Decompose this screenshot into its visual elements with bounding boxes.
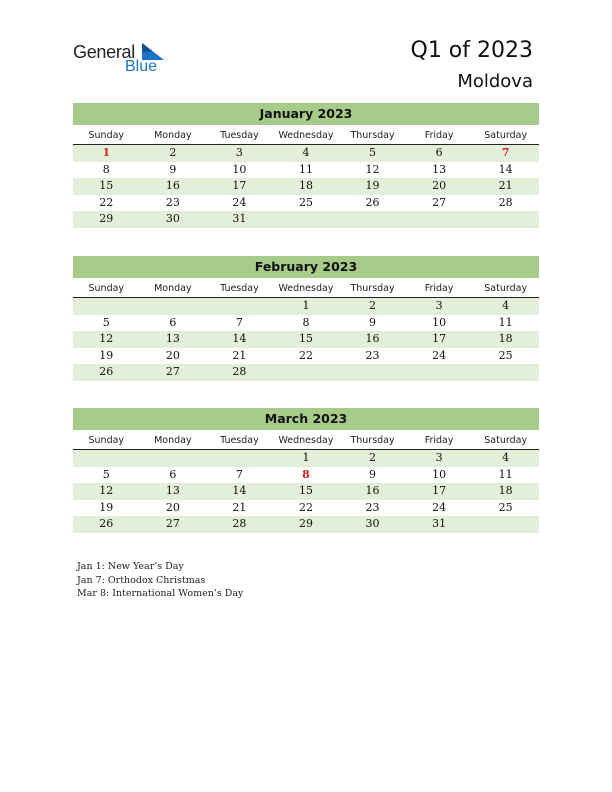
week-row (73, 331, 539, 348)
day-cell: 4 (502, 451, 510, 464)
day-cell: 19 (99, 500, 114, 514)
month-january (73, 103, 539, 228)
day-cell: 11 (298, 162, 313, 176)
week-row (73, 483, 539, 500)
weekday-label: Friday (424, 283, 454, 294)
day-cell: 5 (102, 315, 110, 329)
day-cell: 27 (432, 195, 447, 209)
week-row (73, 348, 539, 365)
day-cell (472, 516, 539, 533)
week-row (73, 195, 539, 212)
week-row (73, 145, 539, 162)
day-cell: 12 (365, 162, 380, 176)
day-cell: 6 (169, 315, 177, 329)
day-cell: 17 (432, 332, 447, 345)
week-row (73, 178, 539, 195)
weekday-header-row (73, 432, 539, 450)
day-cell: 6 (435, 146, 443, 159)
day-cell: 16 (365, 332, 380, 345)
day-cell: 27 (165, 365, 180, 378)
weekday-label: Tuesday (220, 130, 259, 141)
holiday-note: Jan 1: New Year’s Day (77, 561, 184, 572)
weekday-label: Tuesday (220, 283, 259, 294)
weekday-label: Friday (424, 130, 454, 141)
day-cell: 28 (498, 195, 513, 209)
day-cell: 18 (498, 332, 513, 345)
day-cell (140, 298, 207, 315)
weekday-label: Sunday (88, 283, 125, 294)
logo-general-text: General (73, 42, 135, 62)
day-cell: 26 (99, 365, 114, 378)
day-cell (406, 211, 473, 228)
day-cell: 20 (165, 500, 180, 514)
day-cell: 25 (498, 348, 513, 362)
week-row (73, 298, 539, 315)
day-cell: 12 (99, 332, 114, 345)
day-cell: 30 (165, 212, 180, 225)
logo-blue-text: Blue (125, 58, 158, 75)
weekday-label: Sunday (88, 130, 125, 141)
day-cell: 23 (165, 195, 180, 209)
day-cell: 20 (165, 348, 180, 362)
day-cell: 22 (298, 348, 313, 362)
month-february (73, 256, 539, 381)
day-cell: 18 (298, 179, 313, 192)
day-cell: 1 (302, 299, 310, 312)
day-cell: 8 (102, 162, 110, 176)
month-weeks (73, 298, 539, 381)
weekday-label: Sunday (88, 435, 125, 446)
day-cell: 23 (365, 348, 380, 362)
day-cell: 5 (102, 467, 110, 481)
week-row (73, 364, 539, 381)
day-cell: 2 (369, 451, 377, 464)
day-cell: 27 (165, 517, 180, 530)
day-cell: 26 (365, 195, 380, 209)
day-cell: 22 (298, 500, 313, 514)
day-cell: 7 (235, 467, 243, 481)
day-cell: 26 (99, 517, 114, 530)
week-row (73, 162, 539, 179)
day-cell: 13 (432, 162, 447, 176)
month-march (73, 408, 539, 533)
weekday-label: Wednesday (278, 130, 334, 141)
month-title: January 2023 (73, 103, 539, 125)
day-cell: 16 (365, 484, 380, 497)
day-cell: 5 (369, 146, 377, 159)
weekday-label: Saturday (484, 283, 528, 294)
day-cell: 24 (432, 500, 447, 514)
day-cell: 22 (99, 195, 114, 209)
country-name: Moldova (457, 71, 533, 92)
day-cell: 31 (232, 212, 247, 225)
day-cell: 15 (298, 484, 313, 497)
day-cell: 7 (235, 315, 243, 329)
week-row (73, 315, 539, 332)
day-cell: 14 (498, 162, 513, 176)
day-cell: 25 (298, 195, 313, 209)
holiday-day-cell: 7 (501, 146, 510, 159)
month-title: February 2023 (73, 256, 539, 278)
day-cell (73, 298, 140, 315)
weekday-label: Monday (154, 130, 192, 141)
weekday-label: Friday (424, 435, 454, 446)
day-cell: 2 (169, 146, 177, 159)
day-cell: 29 (99, 212, 114, 225)
day-cell: 29 (298, 517, 313, 530)
day-cell: 6 (169, 467, 177, 481)
holiday-notes (77, 560, 243, 601)
weekday-label: Wednesday (278, 283, 334, 294)
day-cell: 2 (369, 299, 377, 312)
day-cell: 18 (498, 484, 513, 497)
weekday-label: Monday (154, 435, 192, 446)
week-row (73, 500, 539, 517)
week-row (73, 516, 539, 533)
day-cell: 11 (498, 315, 513, 329)
holiday-day-cell: 8 (302, 467, 310, 481)
day-cell: 13 (165, 332, 180, 345)
month-title: March 2023 (73, 408, 539, 430)
weekday-label: Wednesday (278, 435, 334, 446)
day-cell: 21 (498, 179, 513, 192)
day-cell: 10 (432, 467, 447, 481)
day-cell (73, 450, 140, 467)
day-cell (472, 211, 539, 228)
day-cell: 30 (365, 517, 380, 530)
month-weeks (73, 145, 539, 228)
day-cell: 28 (232, 365, 247, 378)
day-cell: 10 (232, 162, 247, 176)
day-cell: 9 (169, 162, 177, 176)
weekday-label: Saturday (484, 130, 528, 141)
week-row (73, 450, 539, 467)
day-cell: 15 (298, 332, 313, 345)
day-cell: 23 (365, 500, 380, 514)
day-cell: 19 (99, 348, 114, 362)
day-cell: 3 (235, 146, 243, 159)
day-cell: 19 (365, 179, 380, 192)
holiday-day-cell: 1 (102, 146, 111, 159)
day-cell: 21 (232, 500, 247, 514)
weekday-label: Thursday (350, 283, 395, 294)
day-cell: 4 (502, 299, 510, 312)
day-cell: 3 (435, 299, 443, 312)
brand-logo (73, 40, 173, 80)
day-cell (406, 364, 473, 381)
week-row (73, 467, 539, 484)
day-cell: 24 (232, 195, 247, 209)
weekday-label: Thursday (350, 130, 395, 141)
day-cell: 20 (432, 179, 447, 192)
day-cell: 15 (99, 179, 114, 192)
day-cell (206, 450, 273, 467)
day-cell (339, 211, 406, 228)
weekday-label: Thursday (350, 435, 395, 446)
weekday-label: Saturday (484, 435, 528, 446)
day-cell (273, 211, 340, 228)
day-cell: 9 (369, 467, 377, 481)
weekday-header-row (73, 127, 539, 145)
page-title: Q1 of 2023 (410, 38, 533, 63)
day-cell (206, 298, 273, 315)
day-cell: 24 (432, 348, 447, 362)
day-cell (472, 364, 539, 381)
day-cell (273, 364, 340, 381)
month-weeks (73, 450, 539, 533)
day-cell: 10 (432, 315, 447, 329)
week-row (73, 211, 539, 228)
day-cell: 31 (432, 517, 447, 530)
day-cell: 11 (498, 467, 513, 481)
day-cell (339, 364, 406, 381)
holiday-note: Mar 8: International Women’s Day (77, 588, 244, 599)
day-cell: 25 (498, 500, 513, 514)
day-cell: 8 (302, 315, 310, 329)
weekday-label: Tuesday (220, 435, 259, 446)
day-cell: 4 (302, 146, 310, 159)
day-cell: 12 (99, 484, 114, 497)
day-cell: 17 (232, 179, 247, 192)
day-cell (140, 450, 207, 467)
day-cell: 28 (232, 517, 247, 530)
day-cell: 17 (432, 484, 447, 497)
day-cell: 21 (232, 348, 247, 362)
day-cell: 3 (435, 451, 443, 464)
day-cell: 13 (165, 484, 180, 497)
holiday-note: Jan 7: Orthodox Christmas (77, 574, 206, 586)
day-cell: 16 (165, 179, 180, 192)
weekday-label: Monday (154, 283, 192, 294)
day-cell: 1 (302, 451, 310, 464)
weekday-header-row (73, 280, 539, 298)
day-cell: 14 (232, 484, 247, 497)
day-cell: 9 (369, 315, 377, 329)
day-cell: 14 (232, 332, 247, 345)
